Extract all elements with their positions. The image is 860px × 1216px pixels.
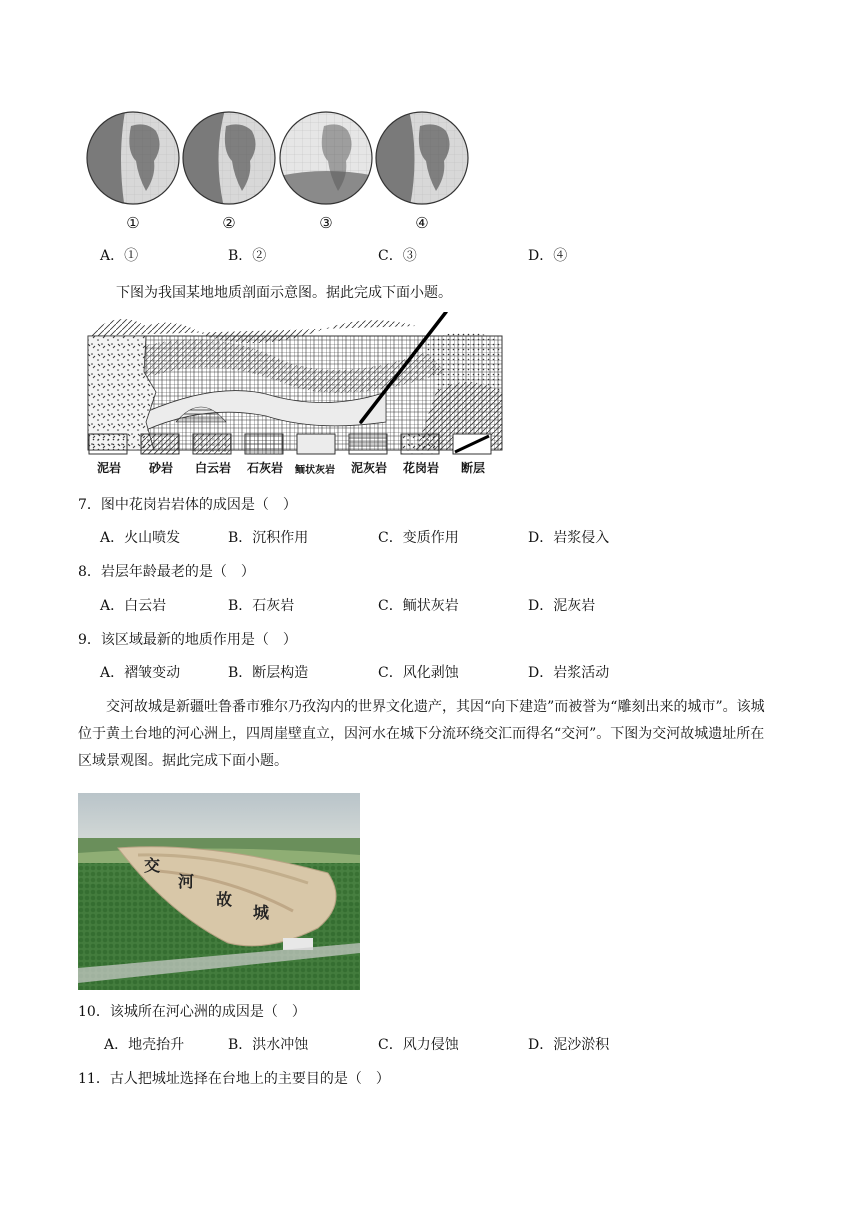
geology-legend-swatches [86, 432, 504, 458]
photo-label-3: 故 [216, 890, 233, 909]
globe-label-2: ② [222, 214, 236, 232]
q8-option-b[interactable]: B．石灰岩 [228, 598, 295, 614]
q9-stem: 9．该区域最新的地质作用是（ ） [78, 632, 297, 648]
q9-option-d[interactable]: D．岩浆活动 [528, 665, 610, 681]
legend-limestone: 石灰岩 [246, 461, 283, 475]
q8-option-d[interactable]: D．泥灰岩 [528, 598, 596, 614]
q7-option-c[interactable]: C．变质作用 [378, 530, 459, 546]
legend-marl: 泥灰岩 [350, 461, 387, 475]
q10-option-b[interactable]: B．洪水冲蚀 [228, 1037, 309, 1053]
q6-option-c[interactable]: C．③ [378, 248, 417, 264]
q9-option-a[interactable]: A．褶皱变动 [100, 665, 181, 681]
q6-option-a[interactable]: A．① [100, 248, 139, 264]
q9-option-b[interactable]: B．断层构造 [228, 665, 309, 681]
jiaohe-photo [78, 793, 360, 990]
legend-dolomite: 白云岩 [194, 461, 231, 475]
globe-label-4: ④ [415, 214, 429, 232]
q7-option-d[interactable]: D．岩浆侵入 [528, 530, 610, 546]
q6-option-b[interactable]: B．② [228, 248, 267, 264]
q10-option-d[interactable]: D．泥沙淤积 [528, 1037, 610, 1053]
geology-section-image [86, 312, 504, 452]
legend-sandstone: 砂岩 [148, 461, 173, 475]
globe-label-3: ③ [319, 214, 333, 232]
q10-option-c[interactable]: C．风力侵蚀 [378, 1037, 459, 1053]
globes-image [86, 106, 472, 216]
legend-granite: 花岗岩 [402, 461, 439, 475]
q7-option-b[interactable]: B．沉积作用 [228, 530, 309, 546]
photo-label-2: 河 [178, 872, 195, 891]
q7-option-a[interactable]: A．火山喷发 [100, 530, 181, 546]
q7-stem: 7．图中花岗岩岩体的成因是（ ） [78, 497, 297, 513]
q9-option-c[interactable]: C．风化剥蚀 [378, 665, 459, 681]
geology-section-figure [86, 312, 504, 474]
photo-label-4: 城 [253, 903, 270, 922]
jiaohe-intro: 交河故城是新疆吐鲁番市雅尔乃孜沟内的世界文化遗产，其因“向下建造”而被誉为“雕刻出来的城市”。该城位于黄土台地的河心洲上，四周崖壁直立，因河水在城下分流环绕交汇而得名“交河”。下图为交河故城遗址所在区域景观图。据此完成下面小题。 [78, 699, 765, 769]
photo-label-1: 交 [144, 856, 161, 875]
q10-stem: 10．该城所在河心洲的成因是（ ） [78, 1004, 306, 1020]
legend-mudstone: 泥岩 [96, 461, 121, 475]
geology-intro: 下图为我国某地地质剖面示意图。据此完成下面小题。 [116, 285, 452, 301]
q8-stem: 8．岩层年龄最老的是（ ） [78, 564, 255, 580]
q6-option-d[interactable]: D．④ [528, 248, 568, 264]
q10-option-a[interactable]: A．地壳抬升 [104, 1037, 185, 1053]
legend-oolitic-limestone: 鲕状灰岩 [295, 465, 335, 476]
q8-option-a[interactable]: A．白云岩 [100, 598, 167, 614]
q8-option-c[interactable]: C．鲕状灰岩 [378, 598, 459, 614]
globe-label-1: ① [126, 214, 140, 232]
globes-figure [86, 106, 472, 236]
legend-fault: 断层 [460, 461, 485, 475]
q11-stem: 11．古人把城址选择在台地上的主要目的是（ ） [78, 1071, 390, 1087]
